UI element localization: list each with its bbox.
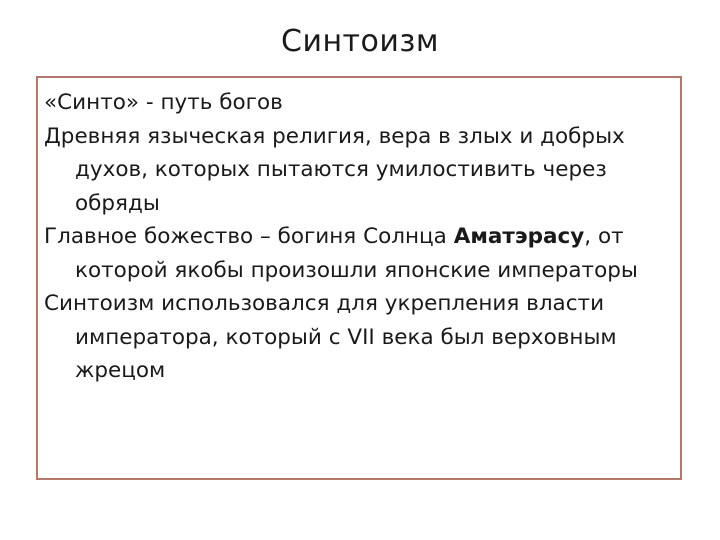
bullet-text: Синтоизм использовался для укрепления власти императора, который с VII века был верховным жрецом (44, 291, 617, 383)
bullet-item-shinto-meaning (44, 86, 680, 120)
content-box (36, 76, 682, 480)
deity-name: Аматэрасу (453, 224, 585, 249)
bullet-list (44, 86, 680, 388)
bullet-text: Древняя языческая религия, вера в злых и добрых духов, которых пытаются умилостивить через обряды (44, 123, 625, 216)
bullet-text: , от которой якобы произошли японские императоры (75, 224, 638, 283)
bullet-text: «Синто» - путь богов (44, 90, 283, 115)
bullet-item-ancient-religion (44, 120, 680, 221)
bullet-item-main-deity (44, 220, 680, 287)
slide-title: Синтоизм (281, 24, 439, 59)
bullet-item-emperor-power (44, 287, 680, 388)
bullet-text: Главное божество – богиня Солнца (44, 224, 454, 249)
